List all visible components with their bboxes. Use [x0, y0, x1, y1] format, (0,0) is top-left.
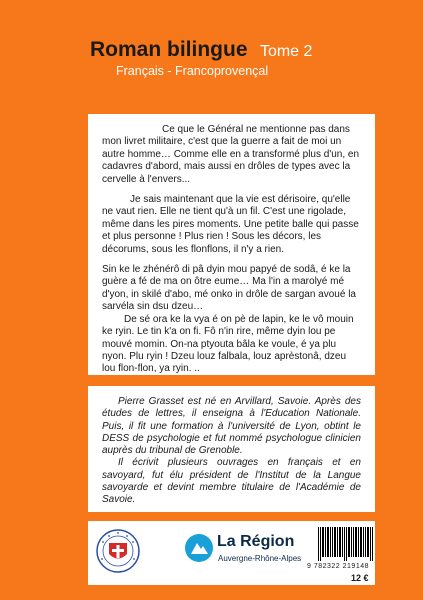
region-name: La Région: [217, 533, 295, 550]
isbn-number: 9 782322 219148: [307, 563, 369, 570]
bio-paragraph: Il écrivit plusieurs ouvrages en français et en savoyard, fut élu président de l'Institut de la Langue savoyarde et devint membre titulaire de l'Académie de Savoie.: [102, 457, 361, 506]
excerpt-paragraph: De sé ora ke la vya é on pè de lapin, ke le vô mouin ke ryin. Le tin k'a on fi. Fô n'in rire, même dyin lou pe mouvé momin. On-na ptyouta bâla ke voule, é ya plu nyon. Plu ryin ! Dzeu louz falbala, louz aprèstonâ, dzeu lou flon-flon, ya ryin. ..: [102, 313, 354, 375]
title-row: [90, 38, 312, 62]
languages-subtitle: Français - Francoprovençal: [116, 64, 269, 78]
volume-label: Tome 2: [259, 43, 313, 60]
footer-strip: [88, 521, 375, 585]
book-title: Roman bilingue: [90, 38, 248, 61]
barcode-icon: [317, 527, 373, 561]
institut-seal-icon: [96, 529, 140, 573]
excerpt-paragraph: Sin ke le zhénérô di pâ dyin mou papyé de sodâ, é ke la guère a fé de ma on ôtre eume… Ma l'in a marolyé mé d'yon, in skilé d'abo, mé onko in drôle de sargan avoué la sarvéla sin dsu dzeu…: [102, 264, 356, 313]
excerpt-paragraph: Je sais maintenant que la vie est dérisoire, qu'elle ne vaut rien. Elle ne tient qu'à un fil. C'est une rigolade, même dans les pires moments. Une petite balle qui passe et plus personne ! Plus rien ! Sous les décors, les décorums, sous les flonflons, il n'y a rien.: [102, 194, 359, 255]
region-subtitle: Auvergne-Rhône-Alpes: [218, 554, 302, 563]
excerpt-panel: [88, 114, 375, 375]
price-label: 12 €: [351, 573, 369, 583]
la-region-logo-icon: [184, 533, 214, 563]
author-bio-panel: [88, 386, 375, 512]
bio-paragraph: Pierre Grasset est né en Arvillard, Savoie. Après des études de lettres, il enseigna à l'Education Nationale. Puis, il fit une formation à l'université de Lyon, obtint le DESS de psychologie et fut nommé psychologue clinicien auprès du tribunal de Grenoble.: [102, 396, 361, 457]
excerpt-paragraph: Ce que le Général ne mentionne pas dans mon livret militaire, c'est que la guerre a fait de moi un autre homme… Comme elle en a transformé plus d'un, en cadavres d'abord, mais aussi en drôles de types avec la cervelle à l'envers...: [102, 124, 360, 185]
